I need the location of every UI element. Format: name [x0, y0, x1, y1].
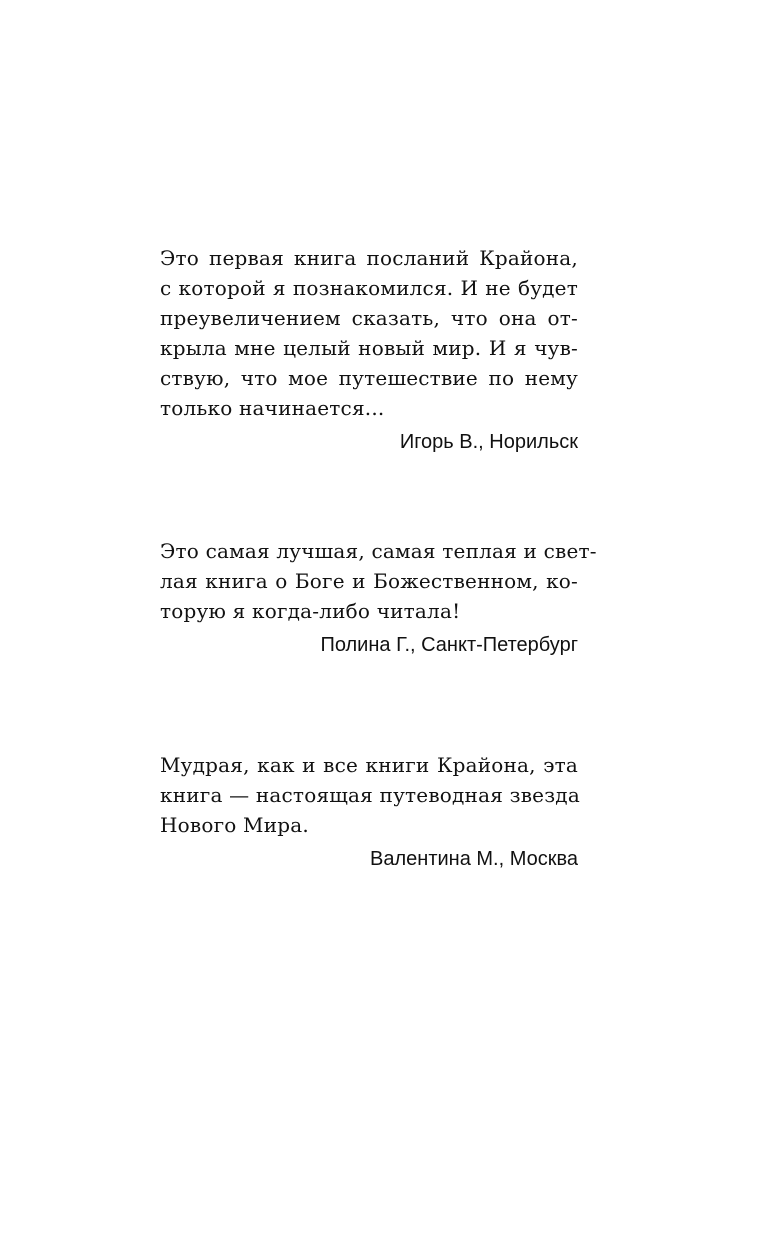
- review-text-line: Это первая книга посланий Крайона,: [160, 246, 578, 270]
- review-text-line: преувеличением сказать, что она от-: [160, 306, 578, 330]
- review-text-line: только начинается...: [160, 396, 385, 420]
- review-text-line: книга — настоящая путеводная звезда: [160, 783, 580, 807]
- review-text-line: торую я когда-либо читала!: [160, 599, 461, 623]
- review-author: Валентина М., Москва: [370, 848, 578, 870]
- review-text-line: лая книга о Боге и Божественном, ко-: [160, 569, 578, 593]
- review-1: [160, 243, 578, 455]
- review-text-line: Это самая лучшая, самая теплая и свет-: [160, 539, 597, 563]
- review-text-line: ствую, что мое путешествие по нему: [160, 366, 578, 390]
- review-text-line: Мудрая, как и все книги Крайона, эта: [160, 753, 578, 777]
- review-author: Полина Г., Санкт-Петербург: [320, 634, 578, 656]
- review-text-line: Нового Мира.: [160, 813, 309, 837]
- review-text-line: крыла мне целый новый мир. И я чув-: [160, 336, 578, 360]
- review-2: [160, 536, 597, 658]
- review-3: [160, 750, 578, 872]
- review-text-line: с которой я познакомился. И не будет: [160, 276, 578, 300]
- review-author: Игорь В., Норильск: [399, 431, 578, 453]
